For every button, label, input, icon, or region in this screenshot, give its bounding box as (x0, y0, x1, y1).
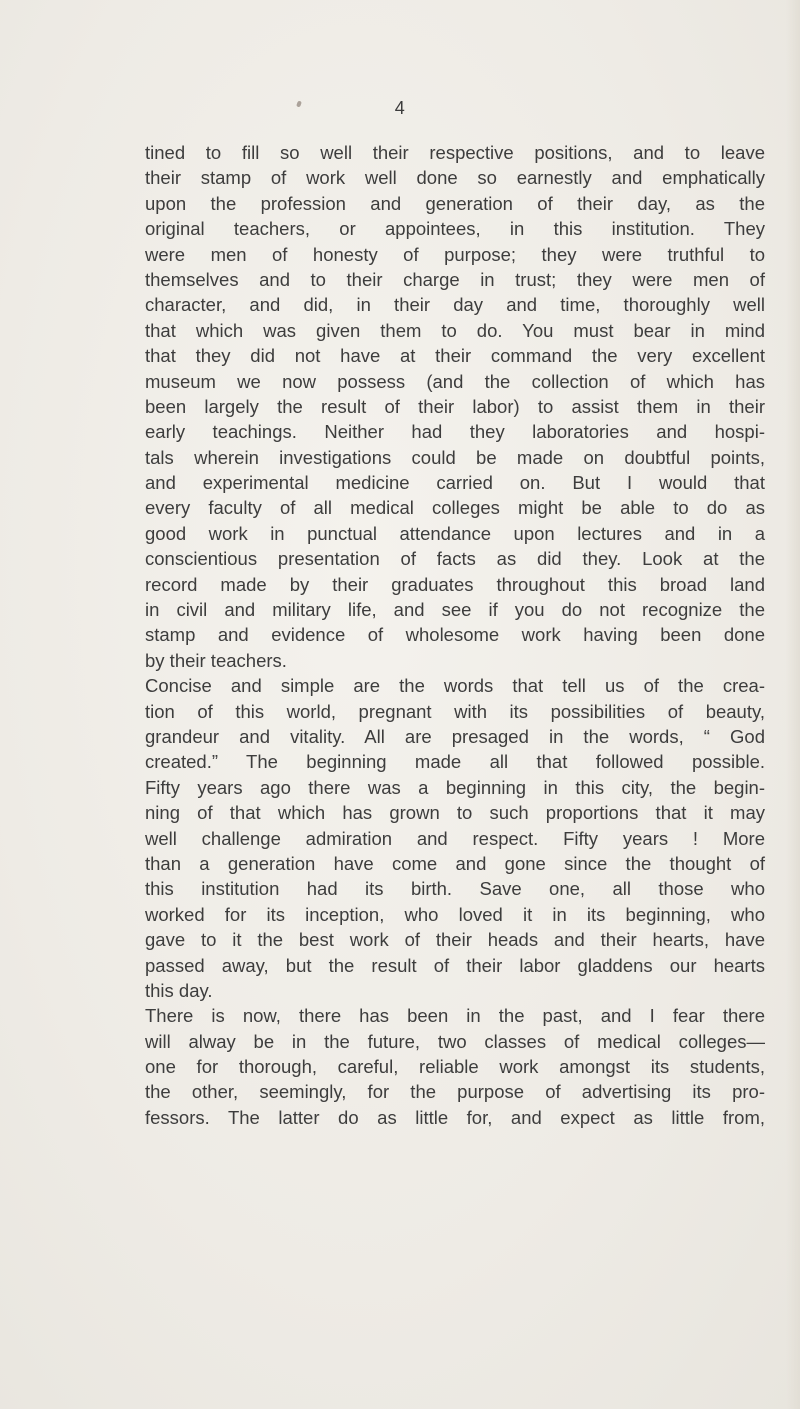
text-line: that they did not have at their command the very excellent (145, 345, 765, 367)
text-line: every faculty of all medical colleges might be able to do as (145, 497, 765, 519)
text-line: stamp and evidence of wholesome work having been done (145, 624, 765, 646)
text-line: tined to fill so well their respective positions, and to leave (145, 142, 765, 163)
text-line: grandeur and vitality. All are presaged in the words, “ God (145, 725, 765, 747)
text-line: one for thorough, careful, reliable work amongst its students, (145, 1056, 765, 1078)
text-line: good work in punctual attendance upon lectures and in a (145, 522, 765, 544)
text-line: this day. (145, 979, 213, 1001)
paragraph-2 (145, 673, 765, 1003)
text-line: upon the profession and generation of their day, as the (145, 192, 765, 214)
text-line: gave to it the best work of their heads and their hearts, have (145, 929, 765, 951)
paragraph-1 (145, 140, 765, 673)
text-line: created.” The beginning made all that followed possible. (145, 751, 765, 773)
paragraph-3 (145, 1003, 765, 1130)
text-line: tals wherein investigations could be made on doubtful points, (145, 446, 765, 468)
text-line: There is now, there has been in the past, and I fear there (145, 1005, 765, 1027)
text-line: record made by their graduates throughout this broad land (145, 573, 765, 595)
text-line: Concise and simple are the words that tell us of the crea- (145, 675, 765, 697)
text-line: original teachers, or appointees, in this institution. They (145, 218, 765, 240)
text-line: that which was given them to do. You must bear in mind (145, 319, 765, 341)
text-line: conscientious presentation of facts as did they. Look at the (145, 548, 765, 570)
text-line: been largely the result of their labor) to assist them in their (145, 395, 765, 417)
text-line: by their teachers. (145, 649, 287, 671)
text-line: than a generation have come and gone since the thought of (145, 852, 765, 874)
page-edge-shadow (786, 0, 800, 1409)
text-line: themselves and to their charge in trust; they were men of (145, 268, 765, 290)
text-line: and experimental medicine carried on. But I would that (145, 472, 765, 494)
text-line: tion of this world, pregnant with its possibilities of beauty, (145, 700, 765, 722)
text-line: will alway be in the future, two classes of medical colleges— (145, 1030, 765, 1052)
text-line: were men of honesty of purpose; they were truthful to (145, 243, 765, 265)
text-line: early teachings. Neither had they laboratories and hospi- (145, 421, 765, 443)
text-line: character, and did, in their day and time, thoroughly well (145, 294, 765, 316)
text-line: fessors. The latter do as little for, and expect as little from, (145, 1106, 765, 1128)
text-line: worked for its inception, who loved it in its beginning, who (145, 903, 765, 925)
text-line: the other, seemingly, for the purpose of advertising its pro- (145, 1081, 765, 1103)
text-line: in civil and military life, and see if you do not recognize the (145, 599, 765, 621)
text-line: passed away, but the result of their labor gladdens our hearts (145, 954, 765, 976)
body-text (145, 140, 765, 1130)
text-line: ning of that which has grown to such proportions that it may (145, 802, 765, 824)
text-line: well challenge admiration and respect. Fifty years ! More (145, 827, 765, 849)
text-line: their stamp of work well done so earnestly and emphatically (145, 167, 765, 189)
text-line: Fifty years ago there was a beginning in this city, the begin- (145, 776, 765, 798)
text-line: museum we now possess (and the collection of which has (145, 370, 765, 392)
text-line: this institution had its birth. Save one, all those who (145, 878, 765, 900)
page-number: 4 (394, 98, 406, 118)
